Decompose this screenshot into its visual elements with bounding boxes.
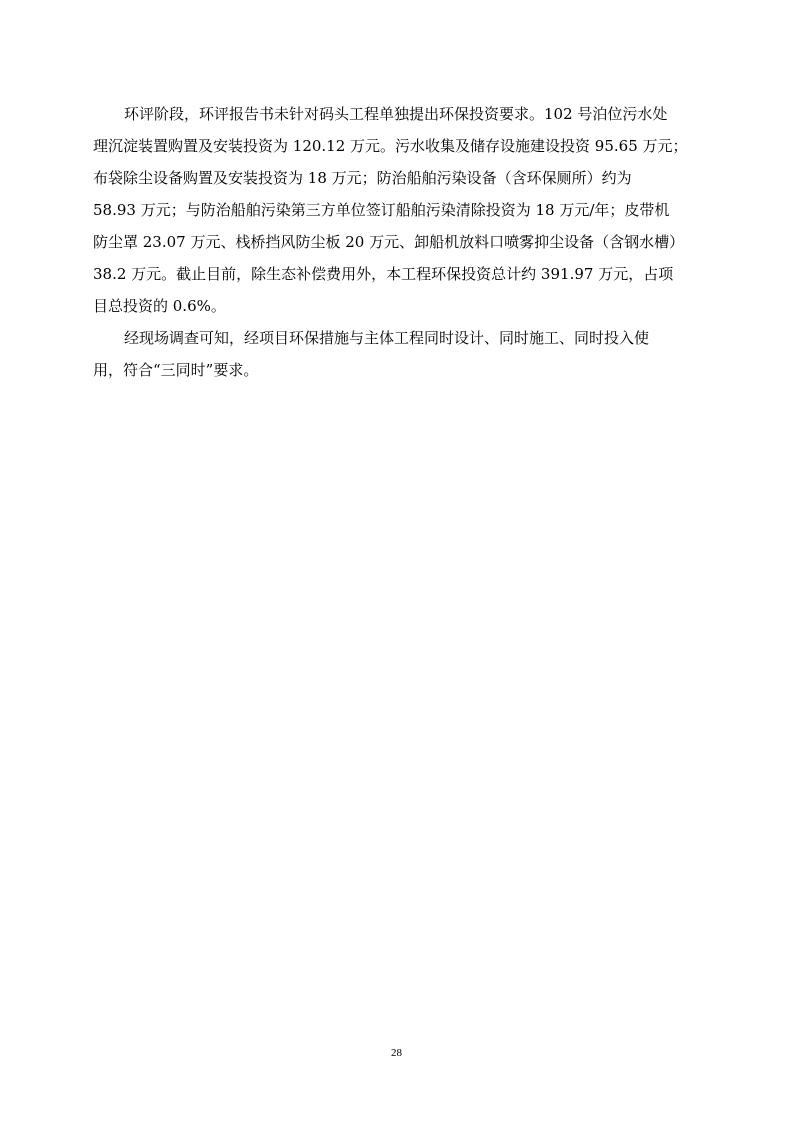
text-line: 防尘罩 23.07 万元、栈桥挡风防尘板 20 万元、卸船机放料口喷雾抑尘设备（含钢水槽） xyxy=(93,233,685,251)
page-number: 28 xyxy=(391,1047,402,1059)
text-line: 经现场调查可知，经项目环保措施与主体工程同时设计、同时施工、同时投入使 xyxy=(124,329,650,347)
text-line: 布袋除尘设备购置及安装投资为 18 万元；防治船舶污染设备（含环保厕所）约为 xyxy=(93,169,632,187)
paragraph-environmental-investment xyxy=(93,98,699,322)
text-line: 38.2 万元。截止目前，除生态补偿费用外，本工程环保投资总计约 391.97 万元，占项 xyxy=(93,265,674,283)
paragraph-three-simultaneous xyxy=(93,322,699,386)
text-line: 环评阶段，环评报告书未针对码头工程单独提出环保投资要求。102 号泊位污水处 xyxy=(124,105,668,123)
text-line: 用，符合“三同时”要求。 xyxy=(93,361,259,379)
text-line: 目总投资的 0.6%。 xyxy=(93,297,226,315)
body-text xyxy=(93,98,699,386)
text-line: 58.93 万元；与防治船舶污染第三方单位签订船舶污染清除投资为 18 万元/年；皮带机 xyxy=(93,201,670,219)
text-line: 理沉淀装置购置及安装投资为 120.12 万元。污水收集及储存设施建设投资 95.65 万元； xyxy=(93,137,688,155)
